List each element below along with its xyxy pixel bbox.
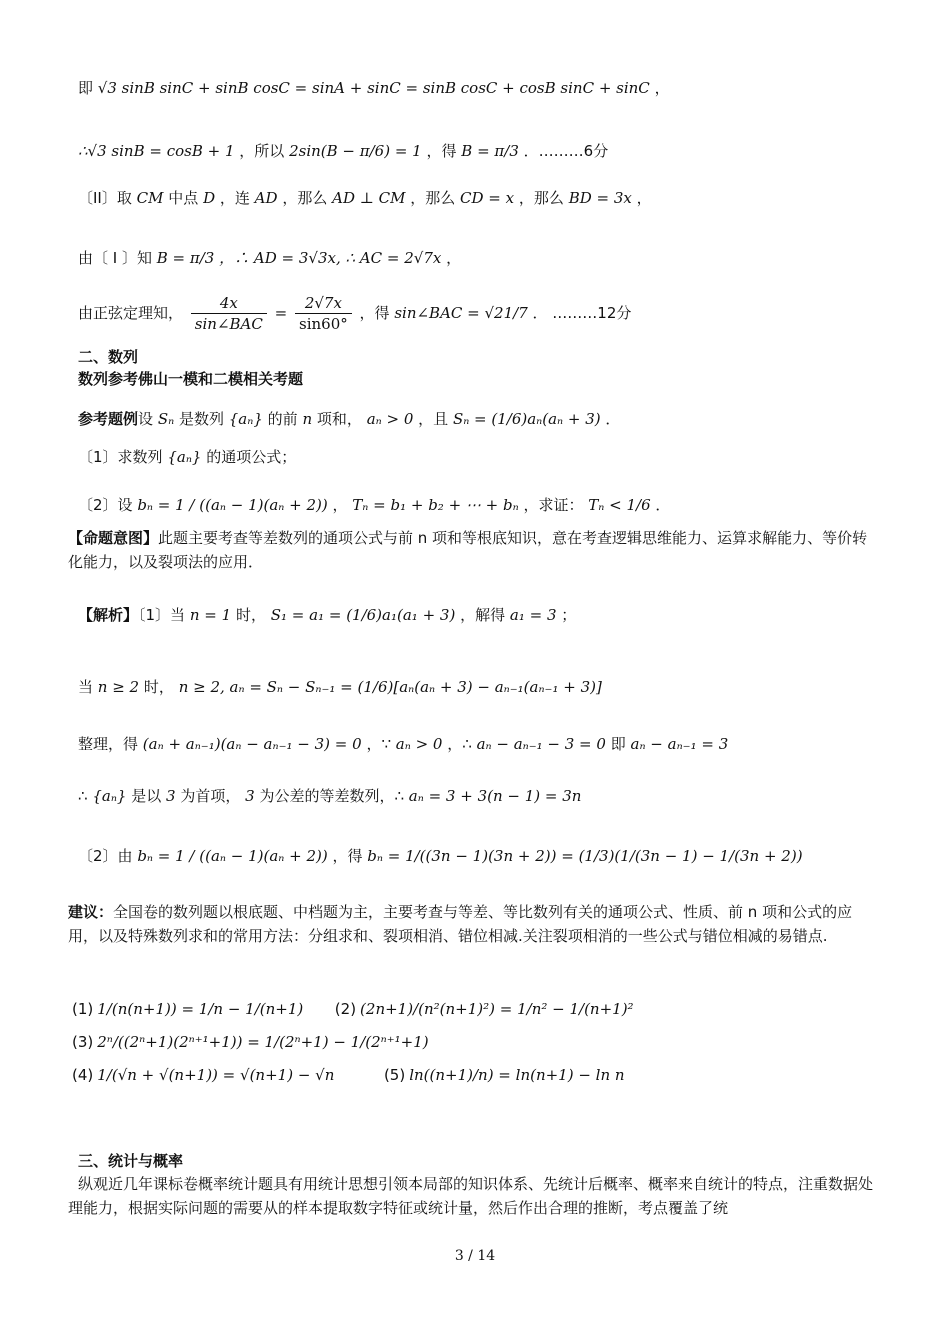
text-therefore: ，∴ xyxy=(447,735,472,753)
intent-label: 【命题意图】 xyxy=(68,529,159,547)
formula-expr: 2ⁿ/((2ⁿ+1)(2ⁿ⁺¹+1)) = 1/(2ⁿ+1) − 1/(2ⁿ⁺¹+1) xyxy=(97,1033,429,1051)
text-and: ，且 xyxy=(418,410,449,428)
equation-AD-AC: ，∴ AD = 3√3x, ∴ AC = 2√7x xyxy=(219,249,442,267)
text-comma-3: ， xyxy=(332,496,348,514)
text-then-1: ，那么 xyxy=(282,189,328,207)
equation-line-1 xyxy=(78,77,670,99)
equation-diff-3: aₙ − aₙ₋₁ = 3 xyxy=(630,735,729,753)
text-from-part1: 由〔 I 〕知 xyxy=(78,249,152,267)
question-2 xyxy=(78,494,670,516)
equation-S1: S₁ = a₁ = (1/6)a₁(a₁ + 3) xyxy=(270,606,456,624)
equation-an-recursive: n ≥ 2, aₙ = Sₙ − Sₙ₋₁ = (1/6)[aₙ(aₙ + 3) − aₙ₋₁(aₙ₋₁ + 3)] xyxy=(178,678,602,696)
formula-1 xyxy=(72,1000,308,1018)
text-when: 〔1〕当 xyxy=(138,606,186,624)
equation-line-2 xyxy=(78,140,608,162)
statistics-text: 纵观近几年课标卷概率统计题具有用统计思想引领本局部的知识体系、先统计后概率、概率来自统计的特点，注重数据处理能力，根据实际问题的需要从的样本提取数字特征或统计量，然后作出合理的推断，考点覆盖了统 xyxy=(68,1175,874,1217)
equation-line-3 xyxy=(78,187,652,209)
text-first: 的前 xyxy=(267,410,298,428)
var-CM: CM xyxy=(136,189,164,207)
fraction-4x xyxy=(191,293,267,334)
denominator: sin60° xyxy=(299,315,348,333)
denominator: sin∠BAC xyxy=(194,315,263,333)
value-common-diff: 3 xyxy=(245,787,255,805)
text-therefore-2: ∴ xyxy=(78,787,88,805)
equals: = xyxy=(274,304,288,322)
solution-line-1 xyxy=(78,604,576,626)
equation-BD: BD = 3x xyxy=(568,189,632,207)
section-title-statistics: 三、统计与概率 xyxy=(78,1152,184,1170)
var-D: D xyxy=(203,189,216,207)
question-1-text: 〔1〕求数列 xyxy=(78,448,163,466)
equation-B-pi3: B = π/3 xyxy=(156,249,215,267)
solution-line-4 xyxy=(78,785,581,807)
example-problem xyxy=(78,408,620,430)
text-then-3: ，那么 xyxy=(518,189,564,207)
text-because: ，∵ xyxy=(366,735,391,753)
equation-bn-split: bₙ = 1/((3n − 1)(3n + 2)) = (1/3)(1/(3n − 1) − 1/(3n + 2)) xyxy=(367,847,803,865)
equation-Sn: Sₙ = (1/6)aₙ(aₙ + 3) xyxy=(452,410,601,428)
text-get-2: ，得 xyxy=(359,304,390,322)
advice-text: 全国卷的数列题以根底题、中档题为主，主要考查与等差、等比数列有关的通项公式、性质、前 n 项和公式的应用，以及特殊数列求和的常用方法：分组求和、裂项相消、错位相减.关注裂项相消的一些公式与错位相减的易错点. xyxy=(68,903,853,945)
equation-a1: a₁ = 3 xyxy=(509,606,557,624)
text-comma-2: ， xyxy=(446,249,462,267)
example-label: 参考题例 xyxy=(78,410,139,428)
condition-n2: n ≥ 2 xyxy=(97,678,140,696)
formula-expr: 1/(√n + √(n+1)) = √(n+1) − √n xyxy=(97,1066,335,1084)
var-Sn: Sₙ xyxy=(157,410,175,428)
formula-row-2 xyxy=(72,1033,429,1051)
advice-label: 建议： xyxy=(68,903,114,921)
text-time-2: 时， xyxy=(143,678,174,696)
text-arith-seq: 为公差的等差数列，∴ xyxy=(259,787,405,805)
text-let: 设 xyxy=(138,410,154,428)
formula-number: (4) xyxy=(72,1066,94,1084)
var-an-2: {aₙ} xyxy=(167,448,202,466)
text-solve: ，解得 xyxy=(460,606,506,624)
question-1-tail: 的通项公式； xyxy=(206,448,297,466)
formula-number: (1) xyxy=(72,1000,94,1018)
text-sum: 项和， xyxy=(316,410,362,428)
formula-expr: ln((n+1)/n) = ln(n+1) − ln n xyxy=(409,1066,625,1084)
page-number: 3 / 14 xyxy=(454,1248,496,1264)
text-period: ． xyxy=(605,410,621,428)
formula-row-1 xyxy=(72,1000,634,1018)
text-ie: 即 xyxy=(610,735,626,753)
question-1 xyxy=(78,446,296,468)
formula-expr: (2n+1)/(n²(n+1)²) = 1/n² − 1/(n+1)² xyxy=(360,1000,634,1018)
text-so: ，所以 xyxy=(239,142,285,160)
var-n: n xyxy=(302,410,313,428)
formula-2 xyxy=(335,1000,634,1018)
solution-label: 【解析】 xyxy=(78,606,139,624)
equation-line-4 xyxy=(78,247,461,269)
trig-identity: √3 sinB sinC + sinB cosC = sinA + sinC = sinB cosC + cosB sinC + sinC xyxy=(97,79,650,97)
value-first-term: 3 xyxy=(166,787,176,805)
formula-number: (3) xyxy=(72,1033,94,1051)
equation-2sin: 2sin(B − π/6) = 1 xyxy=(289,142,422,160)
equation-perp: AD ⊥ CM xyxy=(332,189,406,207)
solution-line-5 xyxy=(78,845,803,867)
equation-n1: n = 1 xyxy=(189,606,232,624)
text-period-2: ． xyxy=(655,496,671,514)
text-part2: 〔II〕取 xyxy=(78,189,132,207)
equation-factor: (aₙ + aₙ₋₁)(aₙ − aₙ₋₁ − 3) = 0 xyxy=(142,735,362,753)
solution-line-3 xyxy=(78,733,728,755)
formula-row-3 xyxy=(72,1066,625,1084)
condition-positive: aₙ > 0 xyxy=(366,410,414,428)
condition-pos: aₙ > 0 xyxy=(395,735,443,753)
formula-number: (2) xyxy=(334,1000,357,1018)
advice-paragraph xyxy=(68,900,880,948)
section-subtitle: 数列参考佛山一模和二模相关考题 xyxy=(78,370,304,388)
formula-3 xyxy=(72,1033,429,1051)
equation-an-3n: aₙ = 3 + 3(n − 1) = 3n xyxy=(408,787,582,805)
formula-4 xyxy=(72,1066,339,1084)
equation-goal: Tₙ < 1/6 xyxy=(588,496,651,514)
equation-B: B = π/3 xyxy=(461,142,519,160)
text-is-seq: 是数列 xyxy=(178,410,224,428)
equation-bn-2: bₙ = 1 / ((aₙ − 1)(aₙ + 2)) xyxy=(137,847,328,865)
text-prove: ，求证： xyxy=(523,496,584,514)
text-is-with: 是以 xyxy=(131,787,162,805)
text-when-2: 当 xyxy=(78,678,94,696)
equation-Tn: Tₙ = b₁ + b₂ + ⋯ + bₙ xyxy=(352,496,519,514)
text-sine-law: 由正弦定理知， xyxy=(78,304,184,322)
numerator: 4x xyxy=(191,293,267,314)
text-comma: ， xyxy=(636,189,652,207)
equation-sinBAC: sin∠BAC = √21/7 xyxy=(394,304,528,322)
equation-bn: bₙ = 1 / ((aₙ − 1)(aₙ + 2)) xyxy=(137,496,328,514)
text-arrange: 整理，得 xyxy=(78,735,139,753)
text-then-2: ，那么 xyxy=(410,189,456,207)
text-connect: ，连 xyxy=(219,189,250,207)
formula-number: (5) xyxy=(383,1066,406,1084)
score-12: ． ………12分 xyxy=(532,304,632,322)
intent-paragraph xyxy=(68,526,880,574)
text-first-term: 为首项， xyxy=(180,787,241,805)
section-title-sequences: 二、数列 xyxy=(78,348,139,366)
score-6: ．………6分 xyxy=(523,142,609,160)
equation-CD: CD = x xyxy=(460,189,515,207)
var-AD: AD xyxy=(254,189,278,207)
equation-line-5 xyxy=(78,293,631,334)
question-2-text: 〔2〕设 xyxy=(78,496,133,514)
equation-sinB: ∴√3 sinB = cosB + 1 xyxy=(78,142,235,160)
text-suffix: ， xyxy=(654,79,670,97)
text-prefix: 即 xyxy=(78,79,94,97)
text-get-3: ，得 xyxy=(332,847,363,865)
numerator: 2√7x xyxy=(295,293,352,314)
fraction-2sqrt7x xyxy=(295,293,352,334)
text-semicolon: ； xyxy=(561,606,577,624)
text-part2-from: 〔2〕由 xyxy=(78,847,133,865)
var-an: {aₙ} xyxy=(228,410,263,428)
text-midpoint: 中点 xyxy=(168,189,199,207)
var-an-3: {aₙ} xyxy=(92,787,127,805)
intent-text: 此题主要考查等差数列的通项公式与前 n 项和等根底知识，意在考查逻辑思维能力、运算求解能力、等价转化能力，以及裂项法的应用． xyxy=(68,529,868,571)
equation-diff-zero: aₙ − aₙ₋₁ − 3 = 0 xyxy=(476,735,606,753)
formula-5 xyxy=(384,1066,625,1084)
text-get: ，得 xyxy=(426,142,457,160)
solution-line-2 xyxy=(78,676,602,698)
formula-expr: 1/(n(n+1)) = 1/n − 1/(n+1) xyxy=(97,1000,304,1018)
text-time: 时， xyxy=(235,606,266,624)
statistics-paragraph xyxy=(68,1172,880,1220)
